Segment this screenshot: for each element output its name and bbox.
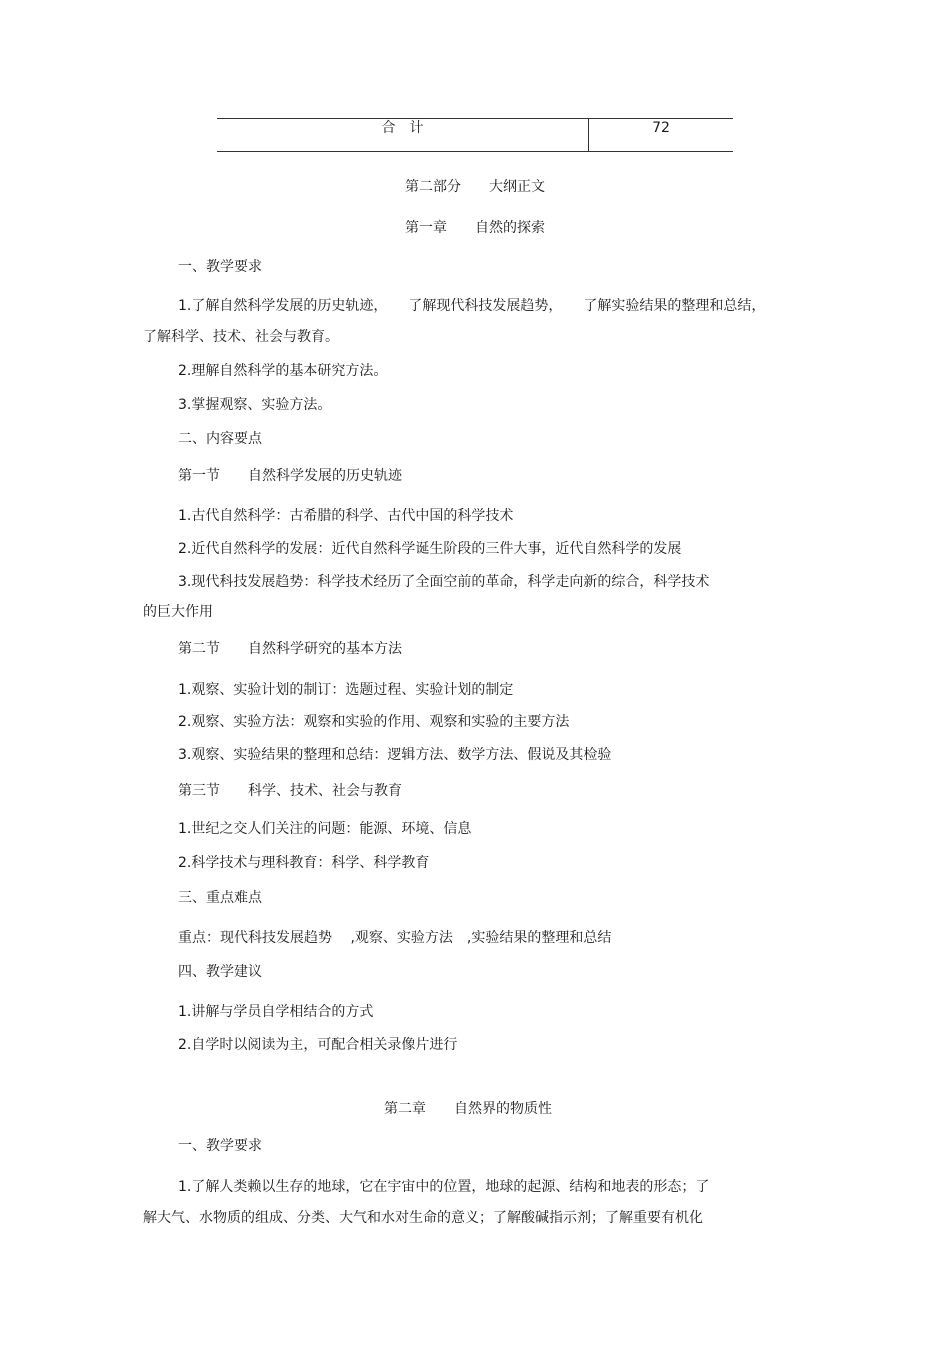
table-total-label: 合 计 [381,120,424,136]
chapter1-req3: 3.掌握观察、实验方法。 [178,397,332,413]
chapter1-req1-line2: 了解科学、技术、社会与教育。 [143,329,339,345]
chapter1-section2-item3: 3.观察、实验结果的整理和总结：逻辑方法、数学方法、假说及其检验 [178,747,612,763]
chapter1-req1-line1: 1.了解自然科学发展的历史轨迹， 了解现代科技发展趋势， 了解实验结果的整理和总结， [178,298,766,314]
chapter1-section1-item1: 1.古代自然科学：古希腊的科学、古代中国的科学技术 [178,508,514,524]
chapter1-section3-item1: 1.世纪之交人们关注的问题：能源、环境、信息 [178,821,472,837]
chapter1-req2: 2.理解自然科学的基本研究方法。 [178,363,388,379]
chapter1-section1-item3-line1: 3.现代科技发展趋势：科学技术经历了全面空前的革命，科学走向新的综合，科学技术 [178,574,710,590]
chapter2-section-requirements: 一、教学要求 [178,1138,262,1154]
chapter1-section1-item3-line2: 的巨大作用 [143,604,213,620]
chapter1-suggestion2: 2.自学时以阅读为主，可配合相关录像片进行 [178,1037,458,1053]
chapter1-section-suggestions: 四、教学建议 [178,964,262,980]
chapter1-section3-title: 第三节 科学、技术、社会与教育 [178,783,402,799]
chapter1-section-key-points: 三、重点难点 [178,890,262,906]
chapter2-req1-line2: 解大气、水物质的组成、分类、大气和水对生命的意义；了解酸碱指示剂；了解重要有机化 [143,1210,703,1226]
chapter1-section1-item2: 2.近代自然科学的发展：近代自然科学诞生阶段的三件大事，近代自然科学的发展 [178,541,682,557]
chapter1-section2-item1: 1.观察、实验计划的制订：选题过程、实验计划的制定 [178,682,514,698]
table-total-value: 72 [652,120,670,136]
table-bottom-border [217,151,733,152]
chapter1-key-points-text: 重点：现代科技发展趋势 ,观察、实验方法 ,实验结果的整理和总结 [178,930,612,946]
chapter1-title: 第一章 自然的探索 [405,220,545,236]
chapter1-section-requirements: 一、教学要求 [178,259,262,275]
chapter1-section2-item2: 2.观察、实验方法：观察和实验的作用、观察和实验的主要方法 [178,714,570,730]
chapter1-section2-title: 第二节 自然科学研究的基本方法 [178,641,402,657]
chapter1-section-content: 二、内容要点 [178,431,262,447]
part-title: 第二部分 大纲正文 [405,179,545,195]
chapter2-req1-line1: 1.了解人类赖以生存的地球，它在宇宙中的位置，地球的起源、结构和地表的形态；了 [178,1179,710,1195]
chapter1-section1-title: 第一节 自然科学发展的历史轨迹 [178,468,402,484]
chapter1-suggestion1: 1.讲解与学员自学相结合的方式 [178,1004,374,1020]
chapter1-section3-item2: 2.科学技术与理科教育：科学、科学教育 [178,855,430,871]
chapter2-title: 第二章 自然界的物质性 [384,1101,552,1117]
